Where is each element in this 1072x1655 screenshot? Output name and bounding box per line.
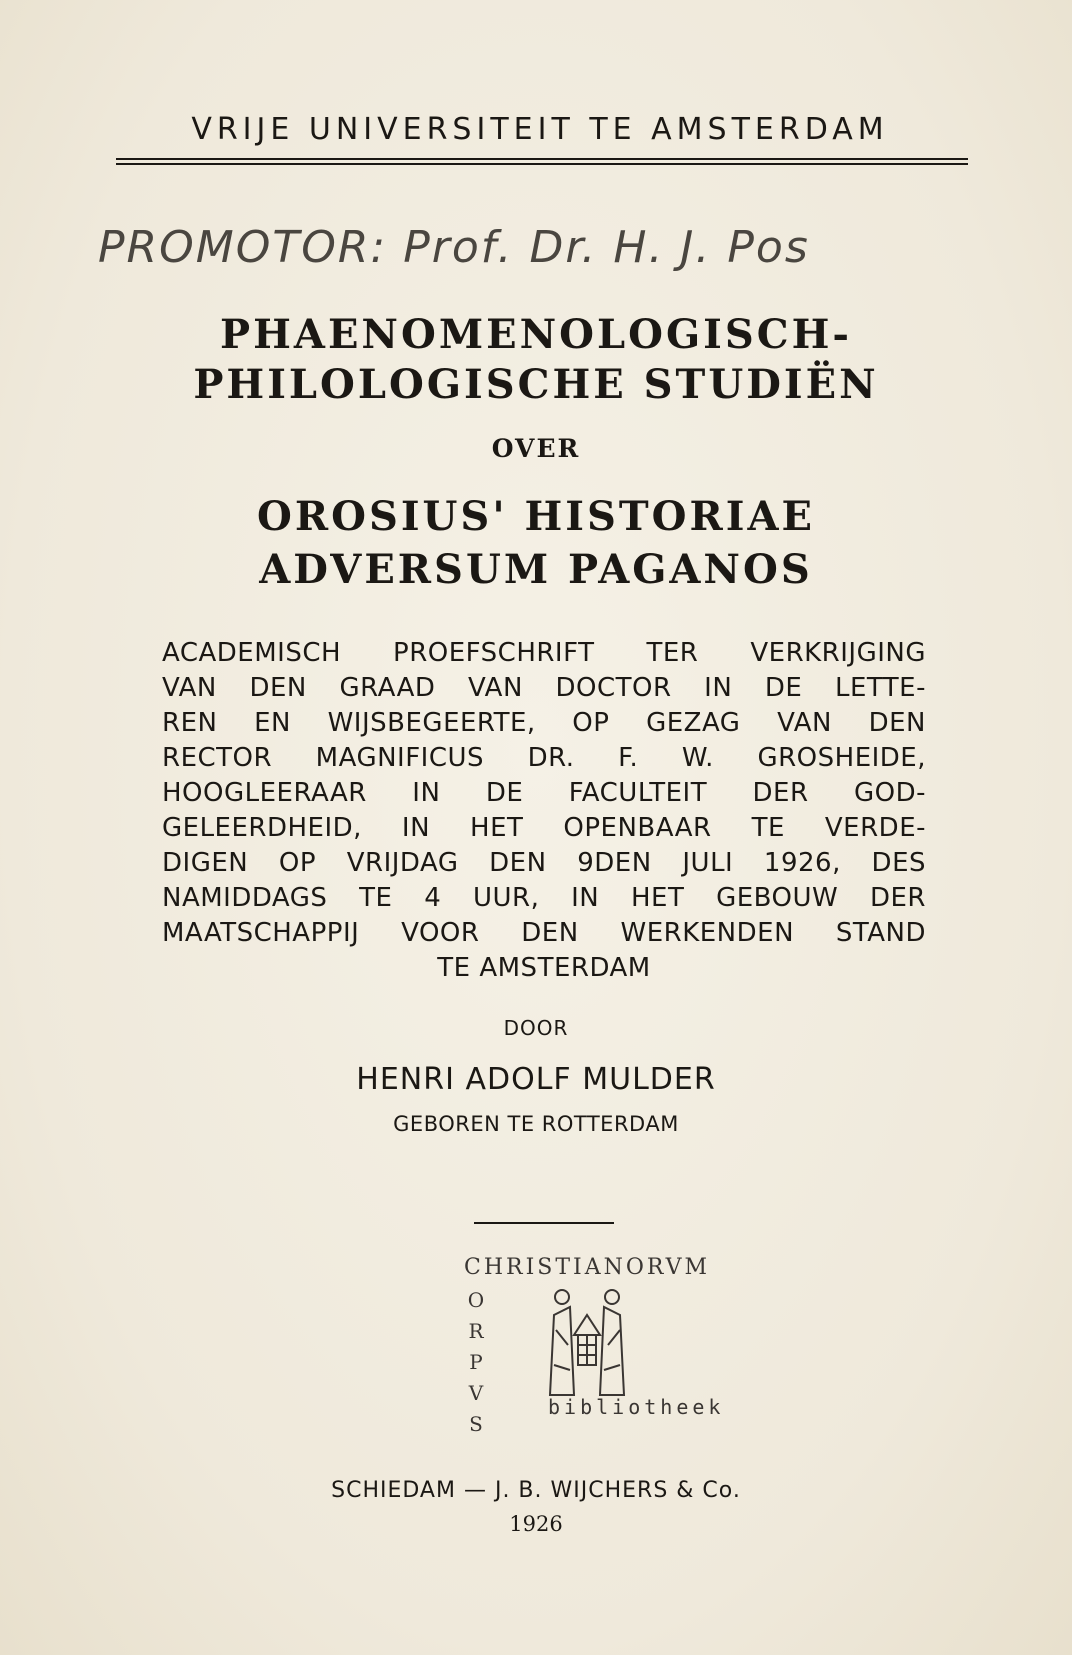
thesis-line: REN EN WIJSBEGEERTE, OP GEZAG VAN DEN: [162, 708, 926, 738]
thesis-description: [162, 636, 926, 986]
stamp-letter: P: [469, 1350, 483, 1374]
thesis-line: NAMIDDAGS TE 4 UUR, IN HET GEBOUW DER: [162, 883, 926, 913]
stamp-letter: R: [468, 1319, 484, 1343]
by-label: DOOR: [503, 1016, 569, 1040]
handwritten-text: PROMOTOR: Prof. Dr. H. J. Pos: [98, 222, 810, 273]
title-line-2: PHILOLOGISCHE STUDIËN: [193, 361, 879, 408]
institution-name: VRIJE UNIVERSITEIT TE AMSTERDAM: [191, 112, 889, 147]
stamp-figures-icon: [542, 1285, 632, 1400]
stamp-letter: S: [469, 1412, 483, 1436]
stamp-letter: V: [468, 1381, 484, 1405]
title-line-3: OROSIUS' HISTORIAE: [257, 493, 815, 540]
section-divider: [474, 1222, 614, 1224]
publisher-imprint: SCHIEDAM — J. B. WIJCHERS & Co.: [331, 1478, 741, 1503]
thesis-line: MAATSCHAPPIJ VOOR DEN WERKENDEN STAND: [162, 918, 926, 948]
stamp-vertical-text: [466, 1285, 486, 1440]
stamp-bottom-text: bibliotheek: [548, 1395, 725, 1419]
subject-title: [0, 490, 1072, 596]
double-rule-bottom: [116, 163, 968, 165]
thesis-line: GELEERDHEID, IN HET OPENBAAR TE VERDE-: [162, 813, 926, 843]
double-rule-top: [116, 158, 968, 160]
author-birthplace: GEBOREN TE ROTTERDAM: [393, 1112, 679, 1136]
thesis-line: DIGEN OP VRIJDAG DEN 9DEN JULI 1926, DES: [162, 848, 926, 878]
thesis-line: TE AMSTERDAM: [437, 953, 651, 983]
title-line-1: PHAENOMENOLOGISCH-: [220, 311, 852, 358]
title-connector: OVER: [491, 434, 581, 463]
library-stamp: [452, 1245, 752, 1445]
main-title: [0, 310, 1072, 410]
publication-year: 1926: [509, 1512, 563, 1536]
author-name: HENRI ADOLF MULDER: [356, 1062, 716, 1097]
thesis-line: VAN DEN GRAAD VAN DOCTOR IN DE LETTE-: [162, 673, 926, 703]
stamp-top-text: CHRISTIANORVM: [464, 1255, 711, 1280]
thesis-line: HOOGLEERAAR IN DE FACULTEIT DER GOD-: [162, 778, 926, 808]
stamp-letter: O: [467, 1288, 485, 1312]
thesis-line: ACADEMISCH PROEFSCHRIFT TER VERKRIJGING: [162, 638, 926, 668]
handwritten-promotor-note: [98, 222, 818, 302]
title-line-4: ADVERSUM PAGANOS: [259, 546, 813, 593]
thesis-line: RECTOR MAGNIFICUS DR. F. W. GROSHEIDE,: [162, 743, 926, 773]
